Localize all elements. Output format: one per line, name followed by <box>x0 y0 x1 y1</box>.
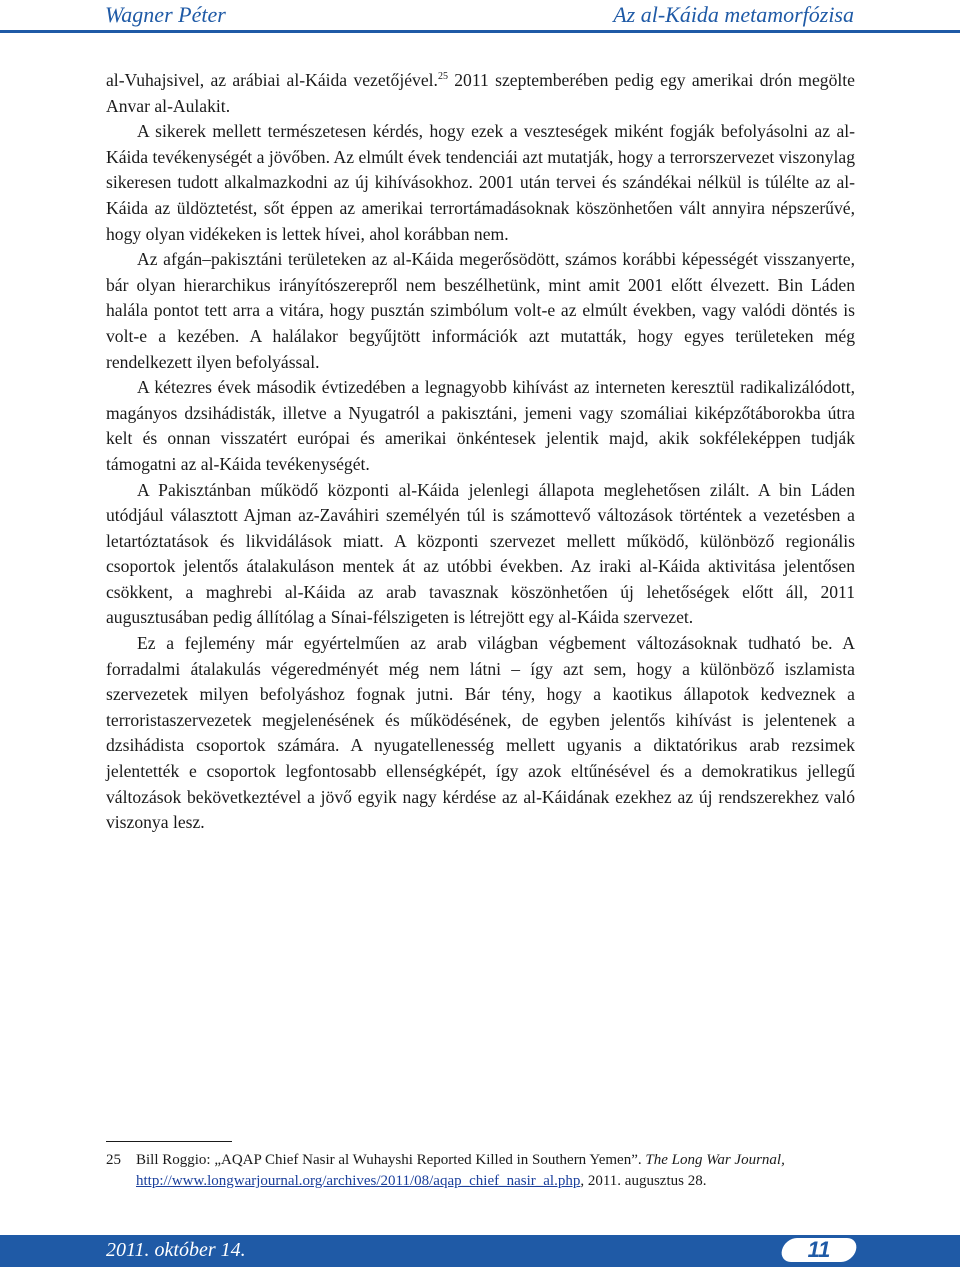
footnote-link[interactable]: http://www.longwarjournal.org/archives/2011/08/aqap_chief_nasir_al.php <box>136 1173 581 1189</box>
paragraph-2: A sikerek mellett természetesen kérdés, hogy ezek a veszteségek miként fogják befolyásolni az al-Káida tevékenységét a jövőben. Az elmúlt évek tendenciái azt mutatják, hogy a terrorszervezet viszonylag sikeresen tudott alkalmazkodni az új kihívásokhoz. 2001 után tervei és szándékai nélkül is túlélte az al-Káida az üldöztetést, sőt éppen az amerikai terrortámadásoknak köszönhetően vált annyira népszerűvé, hogy olyan vidékeken is lettek hívei, ahol korábban nem. <box>106 121 855 244</box>
page-number: 11 <box>807 1237 831 1262</box>
paragraph-1-text: al-Vuhajsivel, az arábiai al-Káida vezetőjével. <box>106 70 438 90</box>
article-body <box>106 68 855 836</box>
paragraph-4: A kétezres évek második évtizedében a legnagyobb kihívást az interneten keresztül radikalizálódott, magányos dzsihádisták, illetve a Nyugatról a pakisztáni, jemeni vagy szomáliai kiképzőtáborokba útra kelt és onnan visszatért európai és amerikai önkéntesek jelentik majd, akik sokféleképpen tudják támogatni az al-Káida tevékenységét. <box>106 377 855 474</box>
paragraph-1 <box>106 68 855 119</box>
footnote-divider <box>106 1141 232 1142</box>
running-header <box>0 0 960 36</box>
footnote-date: , 2011. augusztus 28. <box>580 1173 707 1189</box>
footnote-number: 25 <box>106 1152 121 1168</box>
footnote-text <box>136 1150 866 1192</box>
paragraph-1-text-end: 2011 szeptemberében pedig egy amerikai drón megölte Anvar al-Aulakit. <box>106 70 855 116</box>
header-author: Wagner Péter <box>105 2 226 27</box>
footnote-journal: The Long War Journal, <box>645 1152 785 1168</box>
footnote-ref-25[interactable]: 25 <box>437 71 448 82</box>
paragraph-5: A Pakisztánban működő központi al-Káida jelenlegi állapota meglehetősen zilált. A bin Láden utódjául választott Ajman az-Zaváhiri személyén túl is számottevő változások történtek a vezetésben a letartóztatások és likvidálások miatt. A központi szervezet mellett működő, különböző regionális csoportok jelentős átalakuláson mentek át az utóbbi években. Az iraki al-Káida aktivitása jelentősen csökkent, a maghrebi al-Káida az arab tavasznak köszönhetően új lehetőségek előtt áll, 2011 augusztusában pedig állítólag a Sínai-félszigeten is létrejött egy al-Káida szervezet. <box>106 479 855 628</box>
paragraph-6: Ez a fejlemény már egyértelműen az arab világban végbement változásoknak tudható be. A forradalmi átalakulás végeredményét még nem látni – így azt sem, hogy a különböző iszlamista szervezetek milyen befolyáshoz fognak jutni. Bár tény, hogy a kaotikus állapotok kedveznek a terroristaszervezetek megjelenésének és működésének, de egyben jelentős kihívást is jelentenek a dzsihádista csoportok számára. A nyugatellenesség mellett ugyanis a diktatórikus arab rezsimek jelentették e csoportok legfontosabb ellenségképét, így azok eltűnésével és a demokratikus jellegű változások bekövetkeztével a jövő egyik nagy kérdése az al-Káidának ezekhez az új rendszerekhez való viszonya lesz. <box>106 633 855 833</box>
paragraph-3: Az afgán–pakisztáni területeken az al-Káida megerősödött, számos korábbi képességét visszanyerte, bár olyan hierarchikus irányítószerepről nem beszélhetünk, mint amit 2001 előtt élvezett. Bin Láden halála pontot tett arra a vitára, hogy pusztán szimbólum volt-e az elmúlt években, vagy valódi döntés is volt-e a kezében. A halálakor begyűjtött információk azt mutatták, hogy egyes területeken még rendelkezett ilyen befolyással. <box>106 249 855 372</box>
footnote-25 <box>106 1150 866 1192</box>
header-rule <box>0 30 960 33</box>
header-title: Az al-Káida metamorfózisa <box>613 2 854 27</box>
footnote-citation: Bill Roggio: „AQAP Chief Nasir al Wuhayshi Reported Killed in Southern Yemen”. <box>136 1152 646 1168</box>
footer-date: 2011. október 14. <box>106 1239 246 1261</box>
